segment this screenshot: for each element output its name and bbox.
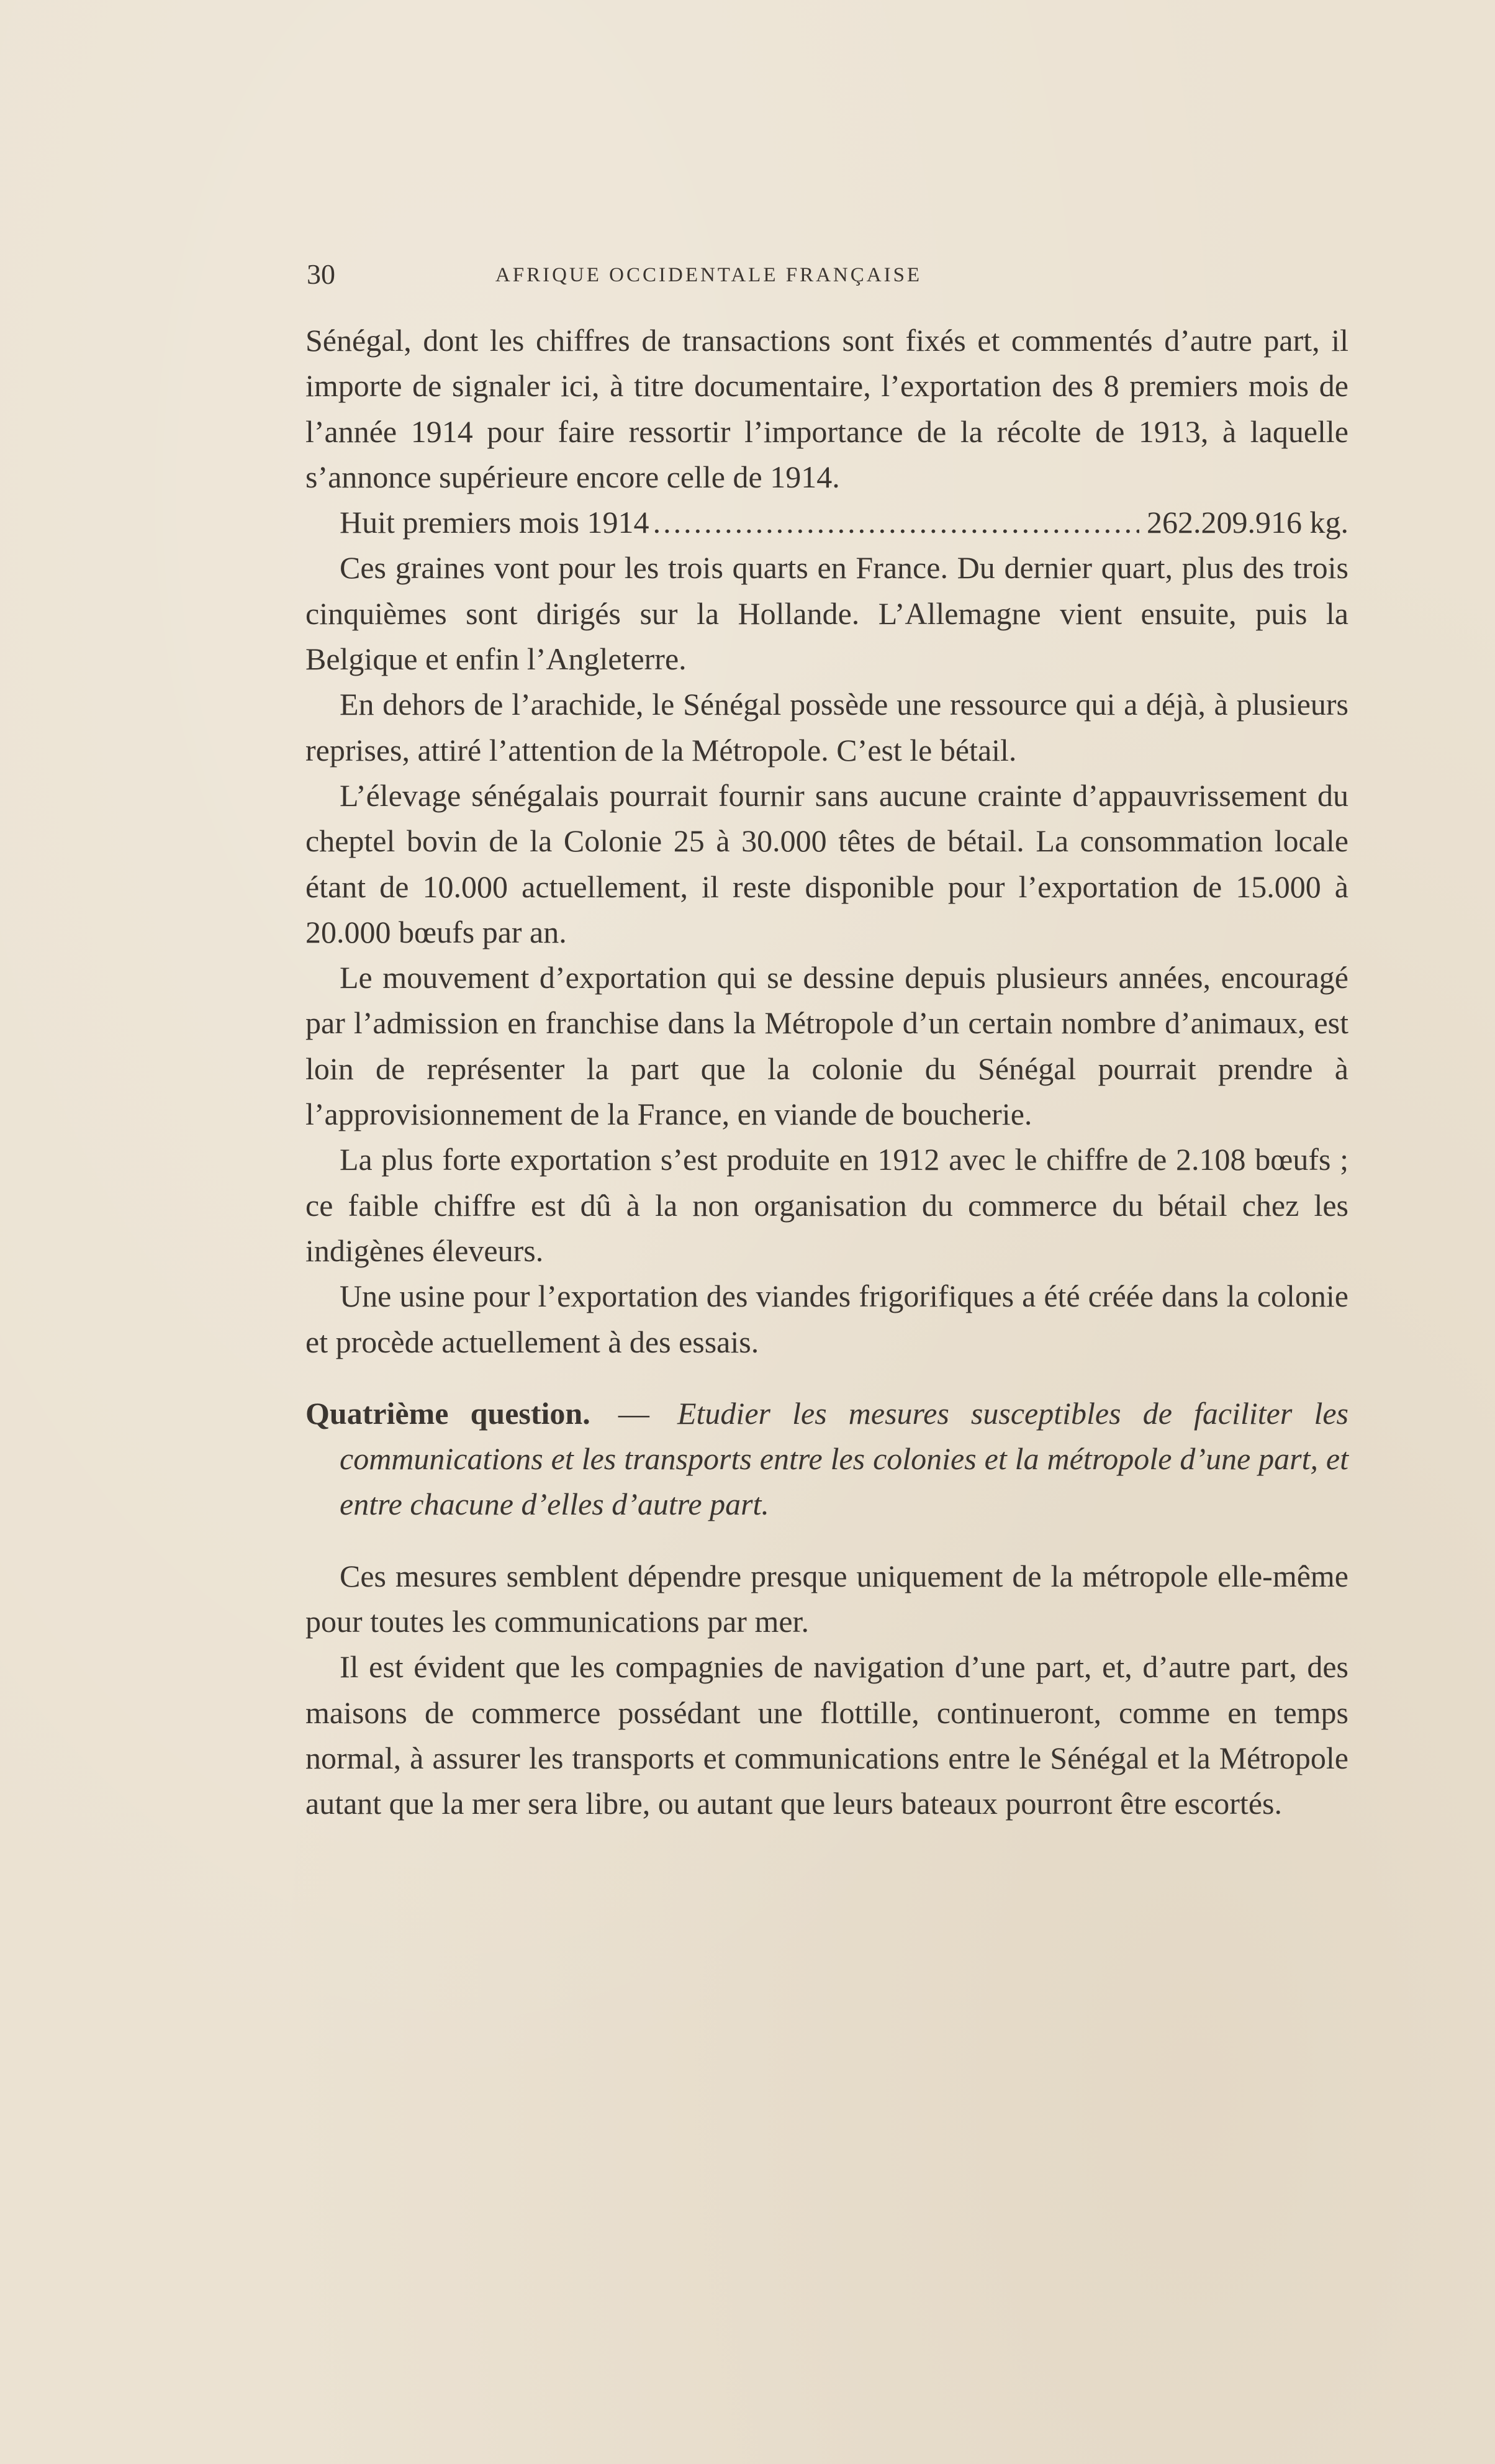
paragraph-senegal-exports: Sénégal, dont les chiffres de transactions sont fixés et commentés d’autre part, il importe de signaler ici, à titre documentaire, l’exportation des 8 premiers mois de l’année 1914 pour faire ressortir l’importance de la récolte de 1913, à laquelle s’annonce supérieure encore celle de 1914.: [305, 323, 1348, 494]
section-label: Quatrième question.: [305, 1395, 590, 1431]
section-dash: —: [618, 1395, 649, 1431]
dot-leader: [653, 500, 1139, 545]
export-figure-line: [305, 500, 1348, 545]
paragraph-measures: Ces mesures semblent dépendre presque uniquement de la métropole elle-même pour toutes les communications par mer.: [305, 1558, 1348, 1639]
paragraph-livestock: En dehors de l’arachide, le Sénégal possède une ressource qui a déjà, à plusieurs reprises, attiré l’attention de la Métropole. C’est le bétail.: [305, 687, 1348, 768]
export-figure-label: Huit premiers mois 1914: [340, 505, 649, 540]
section-heading: [305, 1391, 1348, 1528]
running-head: [307, 256, 1098, 293]
section-fourth-question: [305, 1391, 1348, 1528]
paragraph-record-export: La plus forte exportation s’est produite en 1912 avec le chiffre de 2.108 bœufs ; ce faible chiffre est dû à la non organisation du commerce du bétail chez les indigènes éleveurs.: [305, 1142, 1348, 1268]
body-text: [305, 318, 1348, 1827]
paragraph-shipping-companies: Il est évident que les compagnies de navigation d’une part, et, d’autre part, des maisons de commerce possédant une flottille, continueront, comme en temps normal, à assurer les transports et communications entre le Sénégal et la Métropole autant que la mer sera libre, ou autant que leurs bateaux pourront être escortés.: [305, 1649, 1348, 1821]
paragraph-destinations: Ces graines vont pour les trois quarts en France. Du dernier quart, plus des trois cinquièmes sont dirigés sur la Hollande. L’Allemagne vient ensuite, puis la Belgique et enfin l’Angleterre.: [305, 550, 1348, 677]
paragraph-refrigeration-plant: Une usine pour l’exportation des viandes frigorifiques a été créée dans la colonie et procède actuellement à des essais.: [305, 1279, 1348, 1359]
paragraph-breeding: L’élevage sénégalais pourrait fournir sans aucune crainte d’appauvrissement du cheptel bovin de la Colonie 25 à 30.000 têtes de bétail. La consommation locale étant de 10.000 actuellement, il reste disponible pour l’exportation de 15.000 à 20.000 bœufs par an.: [305, 777, 1348, 949]
page-number: 30: [307, 258, 335, 290]
paragraph-export-movement: Le mouvement d’exportation qui se dessine depuis plusieurs années, encouragé par l’admission en franchise dans la Métropole d’un certain nombre d’animaux, est loin de représenter la part que la colonie du Sénégal pourrait prendre à l’approvisionnement de la France, en viande de boucherie.: [305, 960, 1348, 1132]
export-figure-value: 262.209.916 kg.: [1147, 505, 1348, 540]
section-question: Etudier les mesures susceptibles de faciliter les communications et les transports entre les colonies et la métropole d’une part, et entre chacune d’elles d’autre part.: [340, 1395, 1348, 1522]
running-title: AFRIQUE OCCIDENTALE FRANÇAISE: [495, 264, 923, 286]
